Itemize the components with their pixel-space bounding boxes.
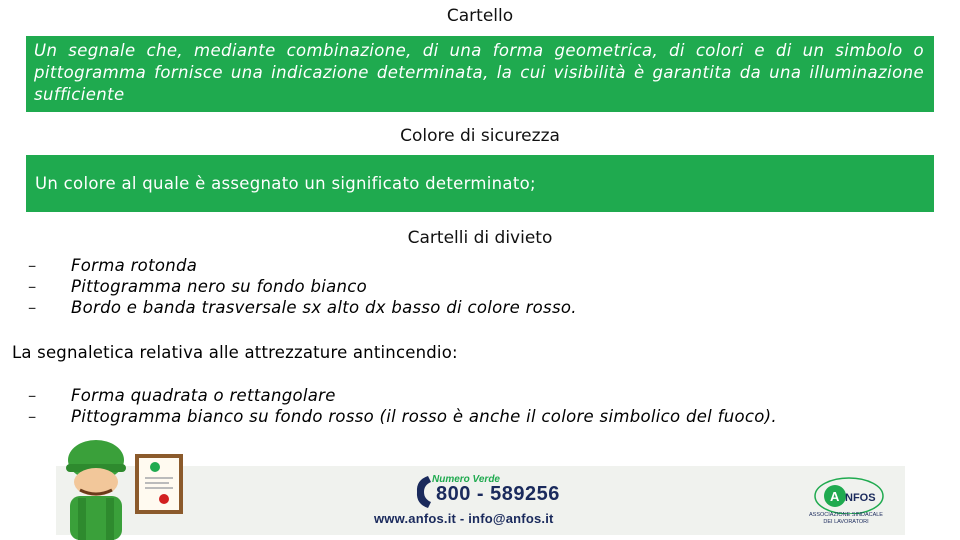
dash-bullet-icon: –: [28, 256, 37, 275]
svg-text:NFOS: NFOS: [845, 492, 876, 504]
divieto-list: [28, 255, 577, 318]
cartello-definition: Un segnale che, mediante combinazione, di una forma geometrica, di colori e di un simbolo o pittogramma fornisce una indicazione determinata, la cui visibilità è garantita da una illuminazione sufficiente: [26, 36, 934, 112]
list-item: – Forma rotonda: [28, 256, 198, 275]
phone-label: Numero Verde: [432, 474, 500, 485]
website-contact: www.anfos.it - info@anfos.it: [374, 511, 554, 526]
dash-bullet-icon: –: [28, 407, 37, 426]
list-item: – Pittogramma bianco su fondo rosso (il rosso è anche il colore simbolico del fuoco).: [28, 407, 777, 426]
association-caption: ASSOCIAZIONE SINDACALE DEI LAVORATORI: [809, 512, 883, 525]
colore-sicurezza-heading: Colore di sicurezza: [400, 126, 560, 146]
list-item: – Pittogramma nero su fondo bianco: [28, 277, 368, 296]
list-item: – Forma quadrata o rettangolare: [28, 386, 336, 405]
mascot-illustration: [60, 436, 190, 540]
phone-number: 800 - 589256: [436, 483, 560, 505]
dash-bullet-icon: –: [28, 298, 37, 317]
dash-bullet-icon: –: [28, 386, 37, 405]
list-item: – Bordo e banda trasversale sx alto dx basso di colore rosso.: [28, 298, 577, 317]
cartelli-divieto-heading: Cartelli di divieto: [407, 228, 553, 248]
colore-sicurezza-definition: Un colore al quale è assegnato un significato determinato;: [26, 155, 934, 212]
svg-text:A: A: [830, 489, 840, 504]
antincendio-list: [28, 385, 777, 427]
dash-bullet-icon: –: [28, 277, 37, 296]
certificate-icon: [135, 454, 183, 514]
antincendio-paragraph: La segnaletica relativa alle attrezzature antincendio:: [12, 343, 458, 362]
cartello-heading: Cartello: [446, 6, 514, 26]
phone-handset-icon: [414, 474, 434, 510]
anfos-logo: [812, 470, 886, 514]
